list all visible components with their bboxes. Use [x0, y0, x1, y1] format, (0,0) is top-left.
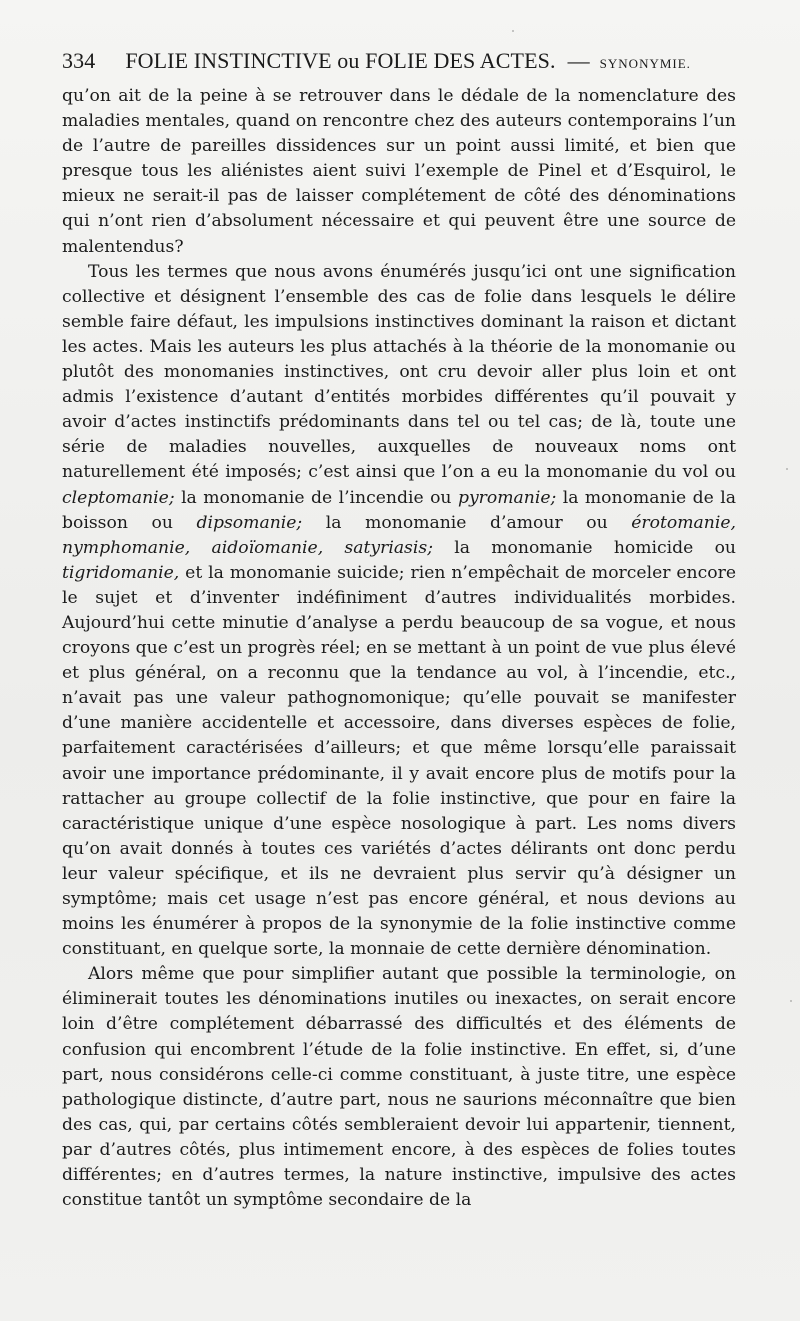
scan-speck — [790, 1000, 792, 1002]
running-header — [62, 48, 742, 76]
paragraph — [62, 260, 736, 963]
body-text — [62, 84, 736, 1213]
text-run: la monomanie de l’incendie ou — [174, 487, 458, 508]
italic-term: érotomanie, nymphomanie, aidoïomanie, satyriasis; — [62, 512, 737, 558]
chapter-title: FOLIE INSTINCTIVE ou FOLIE DES ACTES. — [125, 48, 556, 73]
text-run: Tous les termes que nous avons énumérés jusqu’ici ont une signification collective et désignent l’ensemble des cas de folie dans lesquels le délire semble faire défaut, les impulsions instinctives dominant la raison et dictant les actes. Mais les auteurs les plus attachés à la théorie de la monomanie ou plutôt des monomanies instinctives, ont cru devoir aller plus loin et ont admis l’existence d’autant d’entités morbides différentes qu’il pouvait y avoir d’actes instinctifs prédominants dans tel ou tel cas; de là, toute une série de maladies nouvelles, auxquelles de nouveaux noms ont naturellement été imposés; c’est ainsi que l’on a eu la monomanie du vol ou — [62, 261, 736, 483]
scan-speck — [512, 30, 514, 32]
italic-term: tigridomanie, — [62, 562, 180, 583]
text-run: et la monomanie suicide; rien n’empêchait de morceler encore le sujet et d’inventer indéfiniment d’autres individualités morbides. Aujourd’hui cette minutie d’analyse a perdu beaucoup de sa vogue, et nous croyons que c’est un progrès réel; en se mettant à un point de vue plus élevé et plus général, on a reconnu que la tendance au vol, à l’incendie, etc., n’avait pas une valeur pathognomonique; qu’elle pouvait se manifester d’une manière accidentelle et accessoire, dans diverses espèces de folie, parfaitement caractérisées d’ailleurs; et que même lorsqu’elle paraissait avoir une importance prédominante, il y avait encore plus de motifs pour la rattacher au groupe collectif de la folie instinctive, que pour en faire la caractéristique unique d’une espèce nosologique à part. Les noms divers qu’on avait donnés à toutes ces variétés d’actes délirants ont donc perdu leur valeur spécifique, et ils ne devraient plus servir qu’à désigner un symptôme; mais cet usage n’est pas encore général, et nous devions au moins les énumérer à propos de la synonymie de la folie instinctive comme constituant, en quelque sorte, la monnaie de cette dernière dénomination. — [62, 562, 736, 960]
text-run: la monomanie de la boisson ou — [62, 487, 736, 533]
page-number: 334 — [62, 48, 96, 73]
text-run: la monomanie d’amour ou — [302, 512, 632, 533]
text-run: qu’on ait de la peine à se retrouver dans le dédale de la nomenclature des maladies mentales, quand on rencontre chez des auteurs contemporains l’un de l’autre de pareilles dissidences sur un point aussi limité, et bien que presque tous les aliénistes aient suivi l’exemple de Pinel et d’Esquirol, le mieux ne serait-il pas de laisser complétement de côté des dénominations qui n’ont rien d’absolument nécessaire et qui peuvent être une source de malentendus? — [62, 86, 736, 257]
paragraph — [62, 84, 736, 260]
italic-term: cleptomanie; — [62, 487, 175, 508]
paragraph — [62, 962, 736, 1213]
scan-speck — [786, 468, 788, 470]
italic-term: dipsomanie; — [196, 512, 303, 533]
header-separator: — — [567, 48, 590, 73]
text-run: Alors même que pour simplifier autant que possible la terminologie, on éliminerait toutes les dénominations inutiles ou inexactes, on serait encore loin d’être complétement débarrassé des difficultés et des éléments de confusion qui encombrent l’étude de la folie instinctive. En effet, si, d’une part, nous considérons celle-ci comme constituant, à juste titre, une espèce pathologique distincte, d’autre part, nous ne saurions méconnaître que bien des cas, qui, par certains côtés sembleraient devoir lui appartenir, tiennent, par d’autres côtés, plus intimement encore, à des espèces de folies toutes différentes; en d’autres termes, la nature instinctive, impulsive des actes constitue tantôt un symptôme secondaire de la — [62, 964, 736, 1211]
text-run: la monomanie homicide ou — [433, 537, 736, 558]
section-subject: SYNONYMIE. — [599, 56, 691, 71]
italic-term: pyromanie; — [457, 487, 557, 508]
